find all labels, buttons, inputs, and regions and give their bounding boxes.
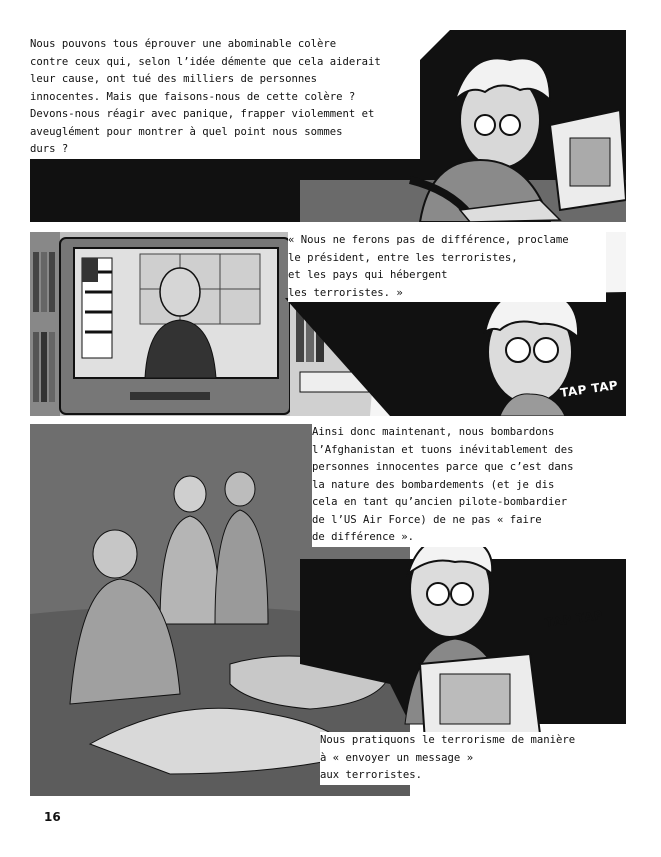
panel-3-sound-effect: TAP TAP bbox=[544, 608, 605, 630]
panel-3-caption-bottom: Nous pratiquons le terrorisme de manière à « envoyer un message » aux terroristes. bbox=[320, 732, 626, 785]
panel-3-caption-top: Ainsi donc maintenant, nous bombardons l’Afghanistan et tuons inévitablement des personnes innocentes parce que c’est dans la nature des bombardements (et je dis cela en tant qu’ancien pilote-bombardier de l’US Air Force) de ne pas « faire de différence ». bbox=[312, 424, 626, 547]
panel-3 bbox=[30, 424, 626, 796]
bookshelf bbox=[30, 232, 60, 416]
computer-monitor bbox=[550, 110, 626, 210]
panel-1 bbox=[30, 30, 626, 222]
panel-2-sound-effect: TAP TAP bbox=[559, 378, 620, 400]
page-number: 16 bbox=[44, 810, 61, 824]
panel-2 bbox=[30, 232, 626, 416]
panel-2-caption: « Nous ne ferons pas de différence, proclame le président, entre les terroristes, et les pays qui hébergent les terroristes. » bbox=[288, 232, 606, 302]
computer-monitor bbox=[420, 654, 540, 742]
television bbox=[60, 238, 290, 414]
panel-1-caption: Nous pouvons tous éprouver une abominable colère contre ceux qui, selon l’idée démente que cela aiderait leur cause, ont tué des milliers de personnes innocentes. Mais que faisons-nous de cette colère ? Devons-nous réagir avec panique, frapper violemment et aveuglément pour montrer à quel point nous sommes durs ? bbox=[30, 36, 420, 159]
